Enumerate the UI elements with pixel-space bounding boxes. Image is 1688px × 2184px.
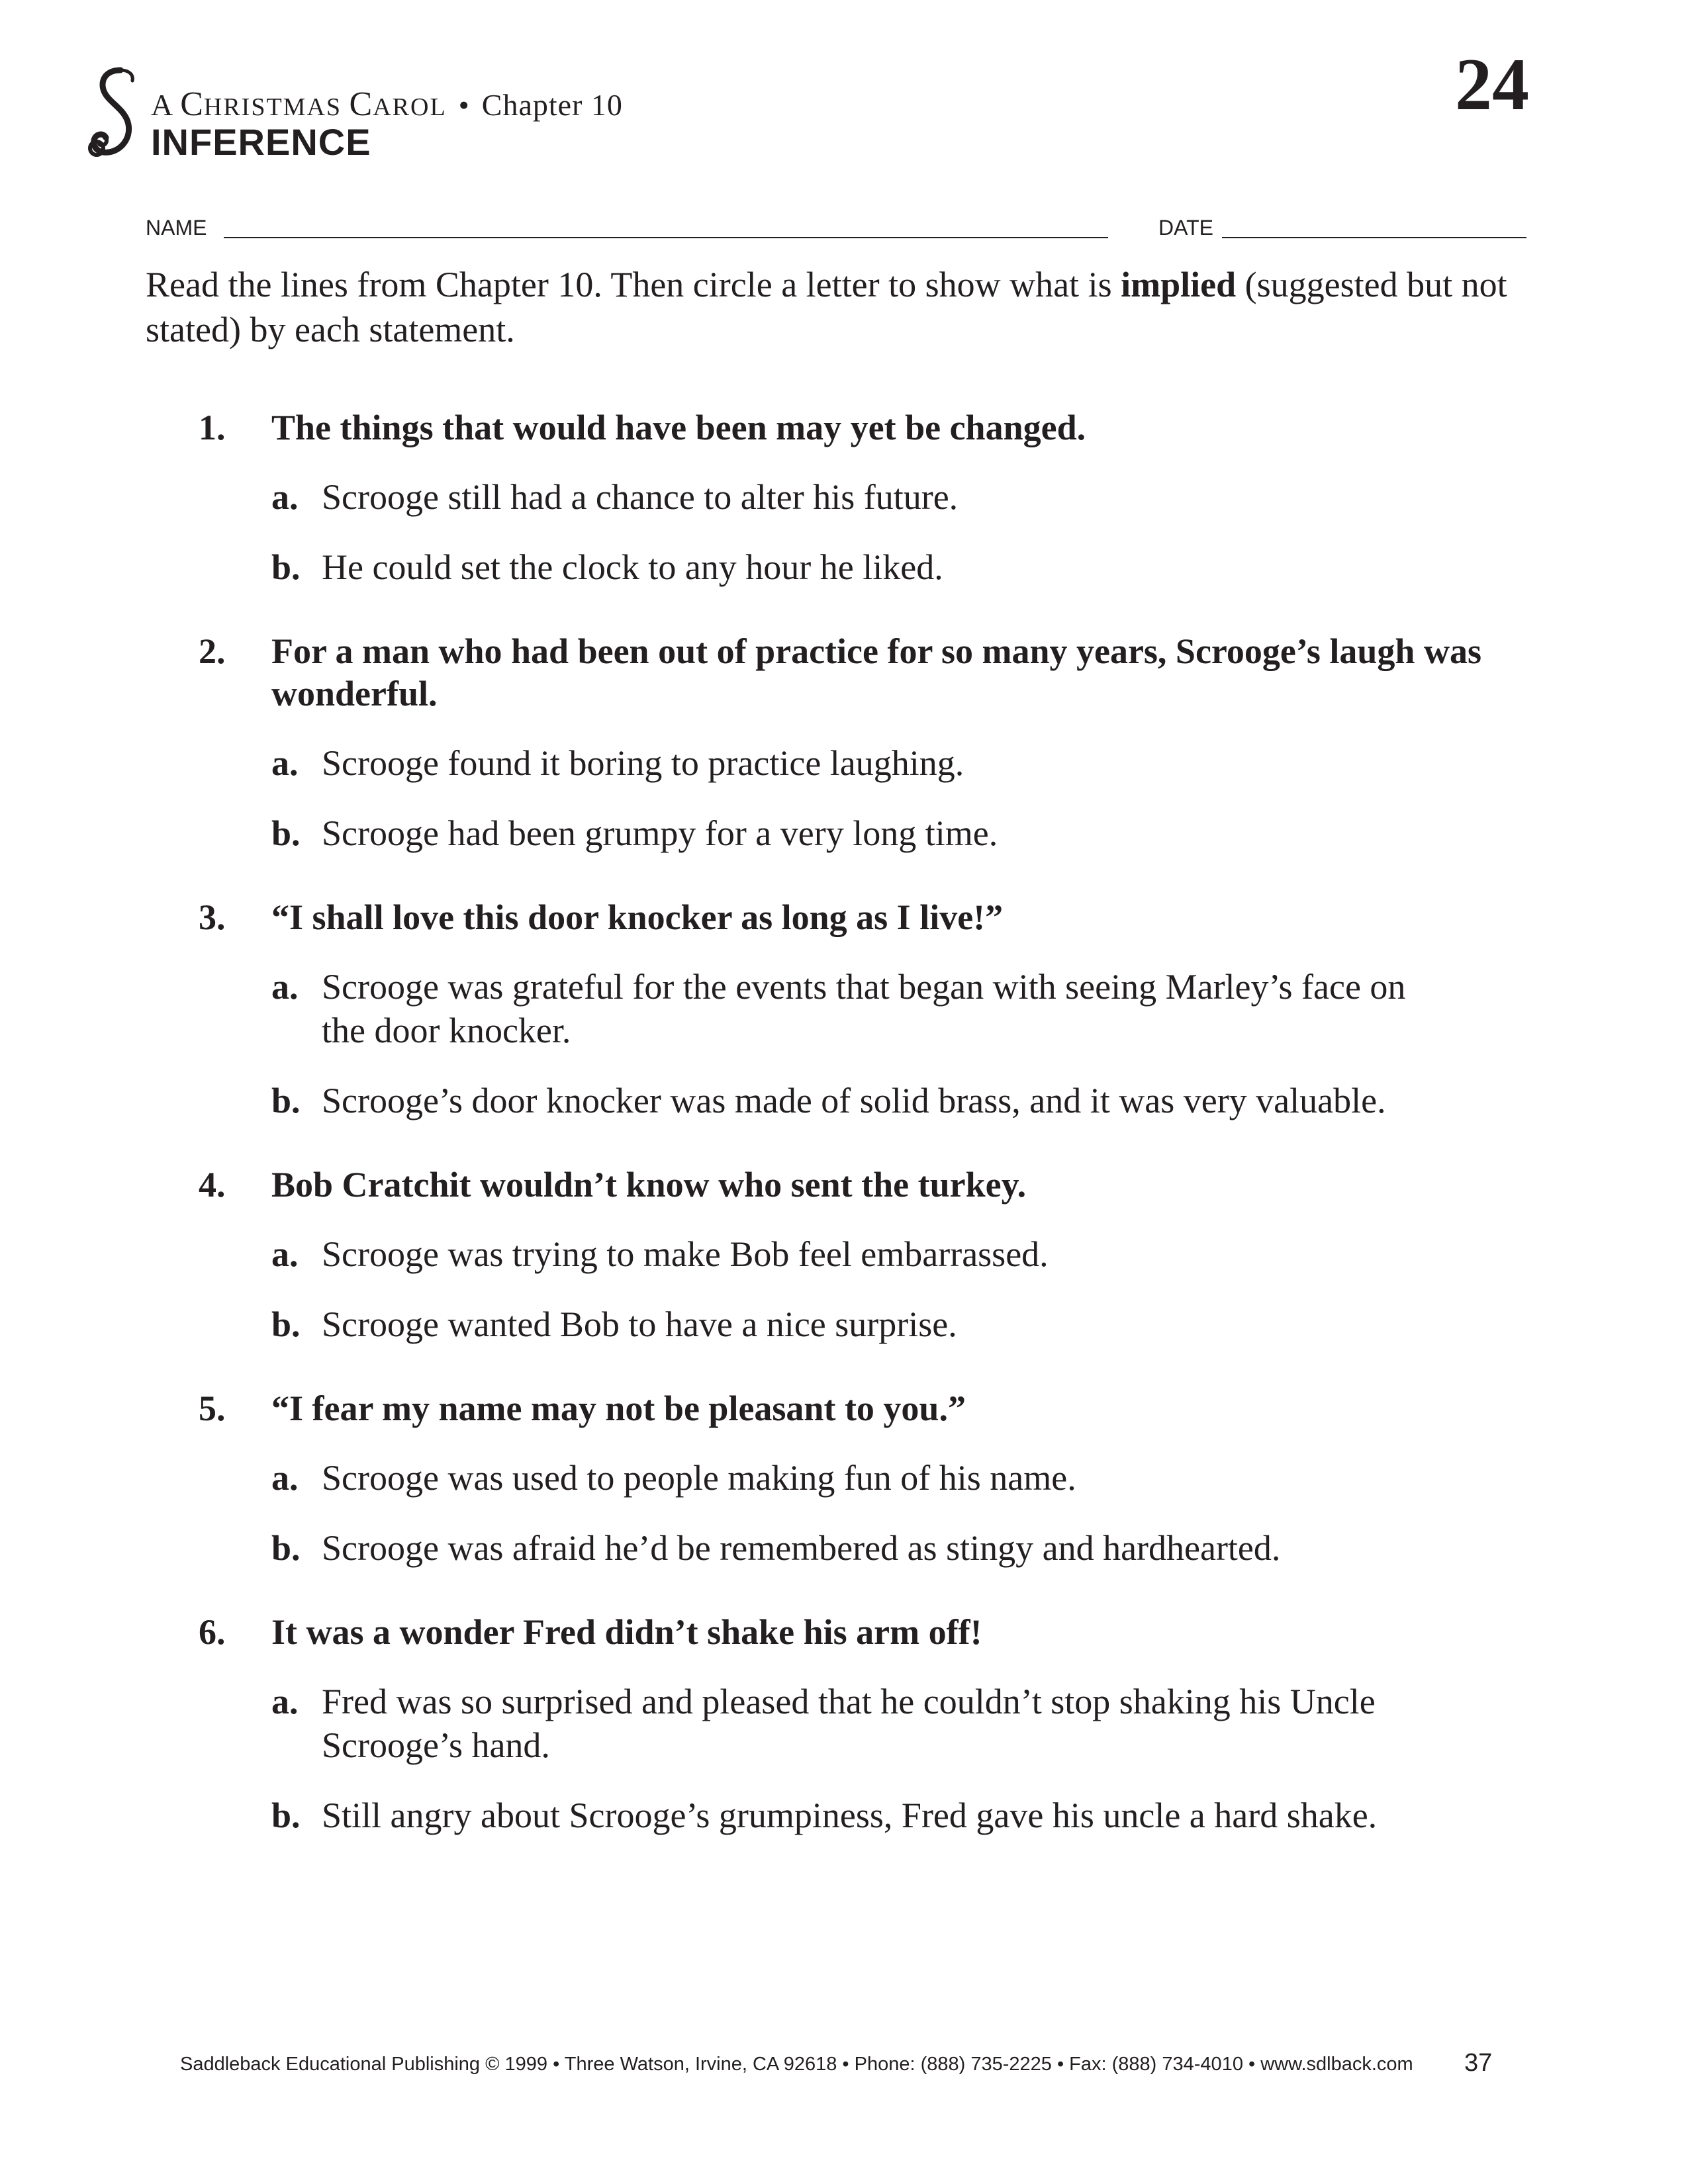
option-text: Fred was so surprised and pleased that he couldn’t stop shaking his Uncle Scrooge’s hand. [322, 1682, 1376, 1765]
option-2b[interactable] [271, 811, 1556, 855]
question-2 [199, 630, 1556, 855]
question-stem: For a man who had been out of practice for so many years, Scrooge’s laugh was wonderful. [271, 631, 1481, 713]
option-letter[interactable]: b. [271, 1081, 301, 1120]
option-text: He could set the clock to any hour he liked. [322, 547, 943, 587]
question-3 [199, 896, 1556, 1122]
name-field[interactable] [224, 237, 1108, 238]
page-number: 37 [1464, 2049, 1493, 2077]
name-label: NAME [146, 216, 207, 240]
option-letter[interactable]: a. [271, 1682, 299, 1721]
option-1a[interactable] [271, 475, 1556, 519]
option-letter[interactable]: b. [271, 1304, 301, 1344]
question-stem: The things that would have been may yet be changed. [271, 408, 1086, 447]
option-letter[interactable]: b. [271, 1796, 301, 1835]
question-stem: “I fear my name may not be pleasant to you.” [271, 1388, 966, 1428]
option-text: Scrooge was grateful for the events that began with seeing Marley’s face on the door knocker. [322, 967, 1406, 1050]
series-arol: AROL [373, 93, 447, 121]
question-4 [199, 1163, 1556, 1346]
question-number: 6. [199, 1612, 226, 1652]
option-letter[interactable]: b. [271, 1528, 301, 1568]
instructions-text: Read the lines from Chapter 10. Then circle a letter to show what is [146, 265, 1121, 304]
option-text: Scrooge found it boring to practice laughing. [322, 743, 964, 783]
option-3b[interactable] [271, 1079, 1556, 1122]
option-1b[interactable] [271, 545, 1556, 589]
option-letter[interactable]: b. [271, 547, 301, 587]
skill-title: INFERENCE [151, 121, 371, 163]
question-stem: It was a wonder Fred didn’t shake his arm off! [271, 1612, 982, 1652]
option-5b[interactable] [271, 1526, 1556, 1570]
option-text: Scrooge was trying to make Bob feel embarrassed. [322, 1234, 1049, 1274]
option-letter[interactable]: a. [271, 1458, 299, 1498]
series-c1: C [180, 85, 204, 123]
option-text: Still angry about Scrooge’s grumpiness, Fred gave his uncle a hard shake. [322, 1796, 1378, 1835]
question-number: 4. [199, 1165, 226, 1205]
question-list [199, 406, 1556, 1878]
series-title [151, 85, 623, 124]
instructions-bold-term: implied [1121, 265, 1237, 304]
option-6a[interactable] [271, 1680, 1556, 1767]
question-5 [199, 1387, 1556, 1570]
option-letter[interactable]: a. [271, 1234, 299, 1274]
option-letter[interactable]: a. [271, 967, 299, 1007]
option-text: Scrooge was afraid he’d be remembered as stingy and hardhearted. [322, 1528, 1281, 1568]
chapter-label: Chapter 10 [481, 88, 623, 122]
option-text: Scrooge’s door knocker was made of solid brass, and it was very valuable. [322, 1081, 1386, 1120]
saddleback-s-logo-icon [79, 66, 146, 165]
series-hristmas: HRISTMAS [203, 93, 350, 121]
option-6b[interactable] [271, 1794, 1556, 1837]
question-number: 3. [199, 897, 226, 937]
question-number: 1. [199, 408, 226, 447]
question-stem: Bob Cratchit wouldn’t know who sent the turkey. [271, 1165, 1027, 1205]
option-letter[interactable]: a. [271, 477, 299, 517]
series-bullet: • [458, 88, 470, 122]
option-text: Scrooge had been grumpy for a very long time. [322, 813, 998, 853]
name-date-row [146, 213, 1529, 244]
instructions-text-end: (suggested but not stated) by each statement. [146, 265, 1507, 349]
publisher-footer: Saddleback Educational Publishing © 1999 • Three Watson, Irvine, CA 92618 • Phone: (888) 735-2225 • Fax: (888) 734-4010 • www.sdlback.com [180, 2054, 1413, 2075]
option-text: Scrooge was used to people making fun of his name. [322, 1458, 1076, 1498]
date-field[interactable] [1222, 237, 1526, 238]
option-5a[interactable] [271, 1456, 1556, 1500]
series-c2: C [349, 85, 373, 123]
sheet-number: 24 [1455, 44, 1529, 126]
question-number: 5. [199, 1388, 226, 1428]
question-stem: “I shall love this door knocker as long as I live!” [271, 897, 1004, 937]
option-4a[interactable] [271, 1232, 1556, 1276]
question-number: 2. [199, 631, 226, 671]
option-letter[interactable]: a. [271, 743, 299, 783]
option-2a[interactable] [271, 741, 1556, 785]
option-text: Scrooge still had a chance to alter his future. [322, 477, 959, 517]
question-1 [199, 406, 1556, 589]
option-3a[interactable] [271, 965, 1556, 1052]
date-label: DATE [1158, 216, 1213, 240]
option-4b[interactable] [271, 1302, 1556, 1346]
instructions [146, 262, 1536, 352]
series-a: A [151, 88, 181, 122]
question-6 [199, 1611, 1556, 1837]
option-text: Scrooge wanted Bob to have a nice surprise. [322, 1304, 957, 1344]
option-letter[interactable]: b. [271, 813, 301, 853]
